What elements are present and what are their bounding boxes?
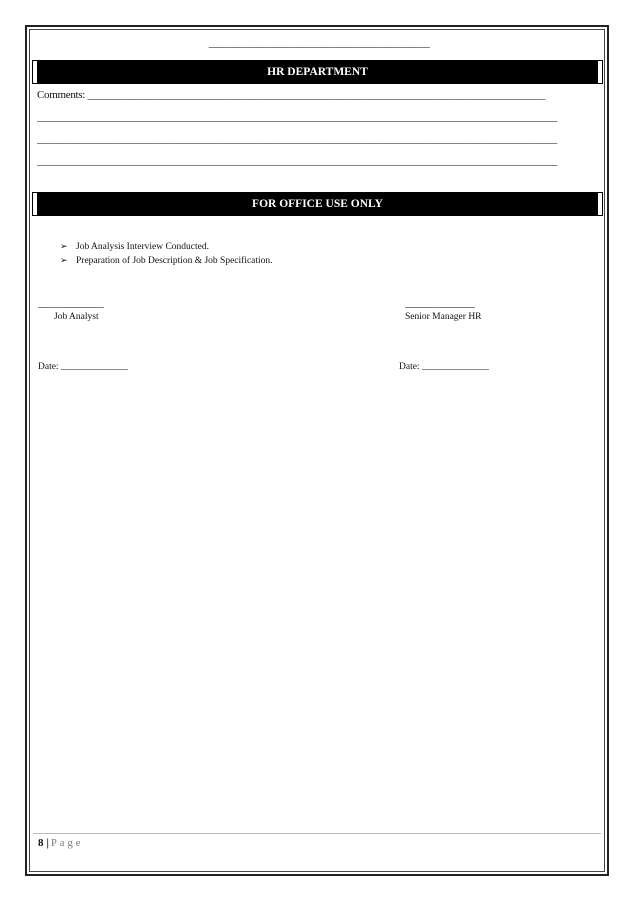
senior-manager-signature-line: ________________ [405,299,476,309]
footer-separator: | [46,837,49,849]
footer-divider [33,833,601,834]
page-number: 8 [38,837,44,849]
job-analyst-signature-line: _______________ [38,299,105,309]
arrow-bullet-icon: ➢ [60,256,68,266]
date-blank: ________________ [421,362,489,372]
checklist-item-text: Preparation of Job Description & Job Specification. [76,256,273,266]
senior-manager-date [399,361,488,373]
date-label: Date: [38,362,59,372]
job-analyst-date [38,361,127,373]
checklist-item-text: Job Analysis Interview Conducted. [76,242,209,252]
office-use-header: FOR OFFICE USE ONLY [33,193,602,215]
date-blank: ________________ [60,362,128,372]
office-checklist [60,240,273,268]
comment-line-1: ____________________________________________________________________________________________________ [37,111,558,123]
checklist-item [60,254,273,268]
checklist-item [60,240,273,254]
comments-label: Comments: ________________________________________________________________________________________ [37,89,546,101]
arrow-bullet-icon: ➢ [60,242,68,252]
comment-line-3: ____________________________________________________________________________________________________ [37,155,558,167]
page-footer [38,836,83,851]
date-label: Date: [399,362,420,372]
hr-department-header: HR DEPARTMENT [33,61,602,83]
senior-manager-label: Senior Manager HR [405,312,482,322]
top-rule: _____________________________________________ [208,38,430,49]
page-word: Page [50,838,84,849]
comment-line-2: ____________________________________________________________________________________________________ [37,133,558,145]
job-analyst-label: Job Analyst [54,312,99,322]
